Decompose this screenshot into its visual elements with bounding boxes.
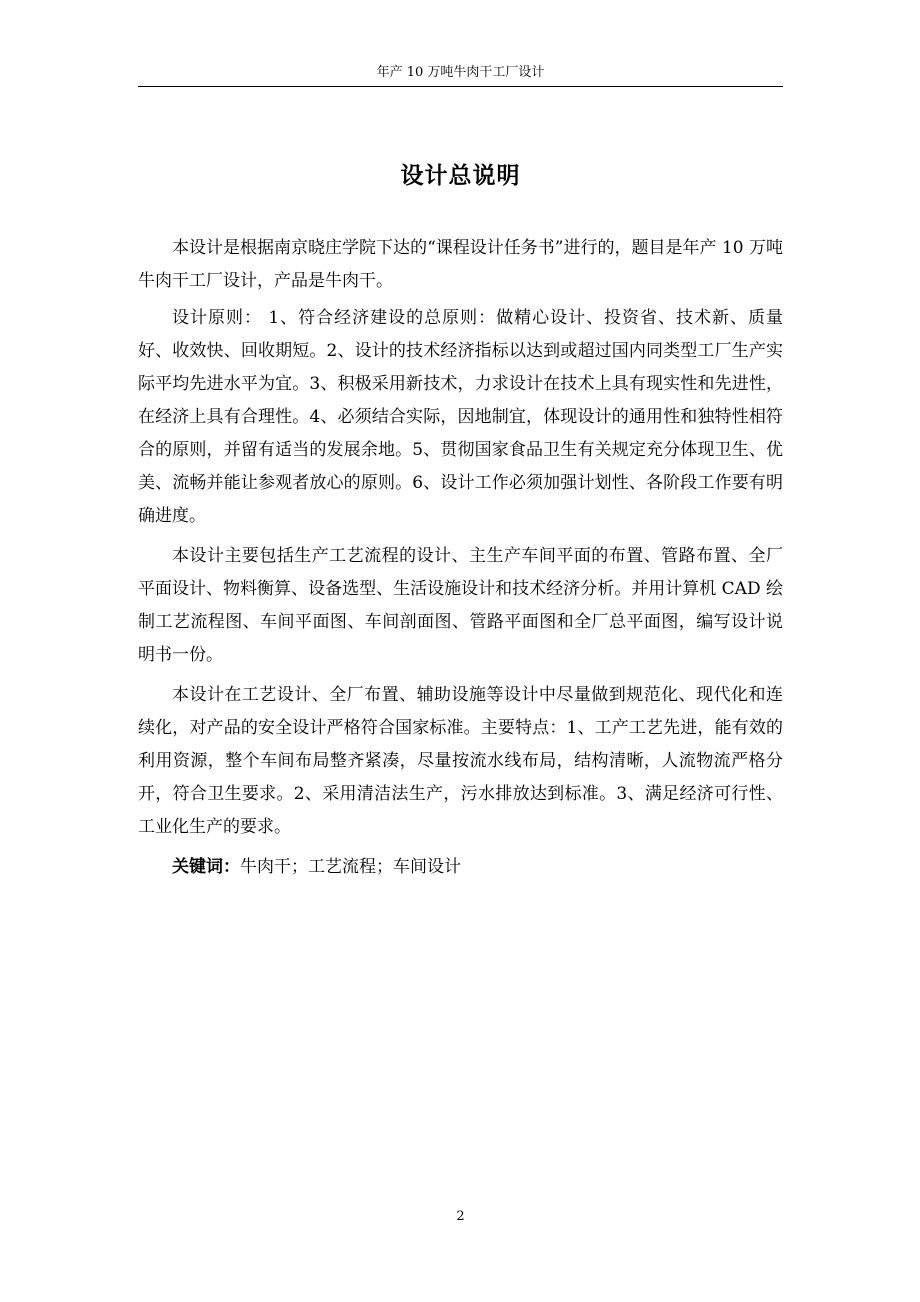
keywords-line: [138, 851, 783, 884]
page-number: 2: [456, 1209, 465, 1224]
design-features-paragraph: 本设计在工艺设计、全厂布置、辅助设施等设计中尽量做到规范化、现代化和连续化，对产品的安全设计严格符合国家标准。主要特点：1、工产工艺先进，能有效的利用资源，整个车间布局整齐紧凑，尽量按流水线布局，结构清晰，人流物流严格分开，符合卫生要求。2、采用清洁法生产，污水排放达到标准。3、满足经济可行性、工业化生产的要求。: [138, 685, 783, 837]
design-scope-paragraph: 本设计主要包括生产工艺流程的设计、主生产车间平面的布置、管路布置、全厂平面设计、物料衡算、设备选型、生活设施设计和技术经济分析。并用计算机 CAD 绘制工艺流程图、车间平面图、车间剖面图、管路平面图和全厂总平面图，编写设计说明书一份。: [138, 546, 783, 665]
document-body: [138, 232, 783, 884]
keywords-label: 关键词：: [172, 857, 240, 877]
page-title: 设计总说明: [400, 163, 521, 189]
running-header: 年产 10 万吨牛肉干工厂设计: [376, 65, 545, 80]
keywords-value: 牛肉干；工艺流程；车间设计: [240, 857, 461, 877]
design-principles-paragraph: 设计原则： 1、符合经济建设的总原则：做精心设计、投资省、技术新、质量好、收效快、回收期短。2、设计的技术经济指标以达到或超过国内同类型工厂生产实际平均先进水平为宜。3、积极采用新技术，力求设计在技术上具有现实性和先进性，在经济上具有合理性。4、必须结合实际，因地制宜，体现设计的通用性和独特性相符合的原则，并留有适当的发展余地。5、贯彻国家食品卫生有关规定充分体现卫生、优美、流畅并能让参观者放心的原则。6、设计工作必须加强计划性、各阶段工作要有明确进度。: [138, 308, 783, 526]
intro-paragraph: 本设计是根据南京晓庄学院下达的“课程设计任务书”进行的，题目是年产 10 万吨牛肉干工厂设计，产品是牛肉干。: [138, 238, 783, 291]
header-divider: [138, 86, 783, 87]
